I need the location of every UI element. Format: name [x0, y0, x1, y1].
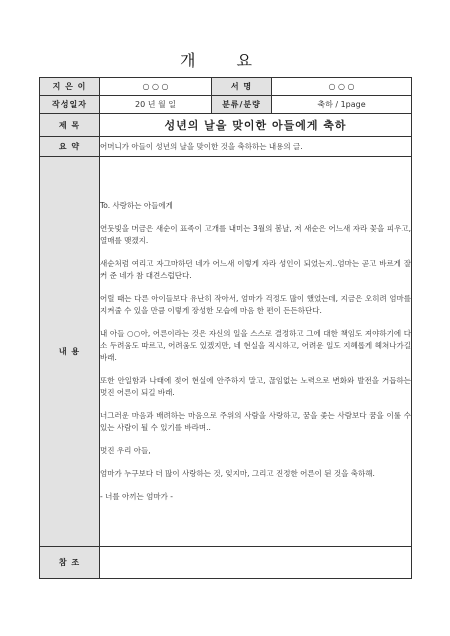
- summary-row: [40, 137, 412, 157]
- content-paragraph: 어릴 때는 다른 아이들보다 유난히 작아서, 엄마가 걱정도 많이 했었는데, 지금은 오히려 엄마를 지켜줄 수 있을 만큼 이렇게 장성한 모습에 마음 한 편이 든든하단다.: [100, 294, 411, 315]
- author-label: 지 은 이: [40, 78, 100, 96]
- date-row: [40, 96, 412, 114]
- content-row: [40, 157, 412, 547]
- subject-value: 성년의 날을 맞이한 아들에게 축하: [100, 114, 412, 137]
- content-paragraph: 내 아들 ○○아, 어른이라는 것은 자신의 일을 스스로 결정하고 그에 대한 책임도 져야하기에 다소 두려움도 따르고, 어려움도 있겠지만, 네 현실을 직시하고, 어려운 일도 지혜롭게 헤쳐나가길 바래.: [100, 329, 411, 362]
- summary-label: 요 약: [40, 137, 100, 157]
- content-paragraph: To. 사랑하는 아들에게: [100, 201, 173, 210]
- category-value: 축하 / 1page: [272, 96, 412, 114]
- reference-label: 참 조: [40, 547, 100, 579]
- content-paragraph: 엄마가 누구보다 더 많이 사랑하는 것, 잊지마, 그리고 진정한 어른이 된 것을 축하해.: [100, 469, 375, 478]
- subject-row: [40, 114, 412, 137]
- reference-row: [40, 547, 412, 579]
- content-paragraph: - 너를 아끼는 엄마가 -: [100, 492, 173, 501]
- overview-table: [39, 77, 412, 579]
- author-row: [40, 78, 412, 96]
- signature-label: 서 명: [212, 78, 272, 96]
- subject-label: 제 목: [40, 114, 100, 137]
- content-paragraph: 너그러운 마음과 배려하는 마음으로 주위의 사람을 사랑하고, 꿈을 좇는 사람보다 꿈을 이룰 수 있는 사람이 될 수 있기를 바라며..: [100, 411, 411, 432]
- content-body: [100, 157, 412, 547]
- date-label: 작성일자: [40, 96, 100, 114]
- document-title: 개 요: [180, 51, 270, 70]
- content-paragraph: 연둣빛을 머금은 새순이 표족이 고개를 내미는 3월의 봄날, 저 새순은 어느새 자라 꽃을 피우고, 열매를 맺겠지.: [100, 224, 411, 245]
- date-value: 20 년 월 일: [100, 96, 212, 114]
- content-paragraph: 또한 안일함과 나태에 젖어 현실에 안주하지 말고, 끊임없는 노력으로 변화와 발전을 거듭하는 멋진 어른이 되길 바래.: [100, 376, 411, 397]
- content-label: 내 용: [40, 157, 100, 547]
- author-value: ○ ○ ○: [100, 78, 212, 96]
- reference-value: [100, 547, 412, 579]
- summary-value: 어머니가 아들이 성년의 날을 맞이한 것을 축하하는 내용의 글.: [100, 137, 412, 157]
- content-paragraph: 멋진 우리 아들,: [100, 446, 151, 455]
- content-paragraph: 새순처럼 여리고 자그마하던 네가 어느새 이렇게 자라 성인이 되었는지..엄마는 곧고 바르게 잘 커 준 네가 참 대견스럽단다.: [100, 259, 411, 280]
- category-label: 분류/분량: [212, 96, 272, 114]
- signature-value: ○ ○ ○: [272, 78, 412, 96]
